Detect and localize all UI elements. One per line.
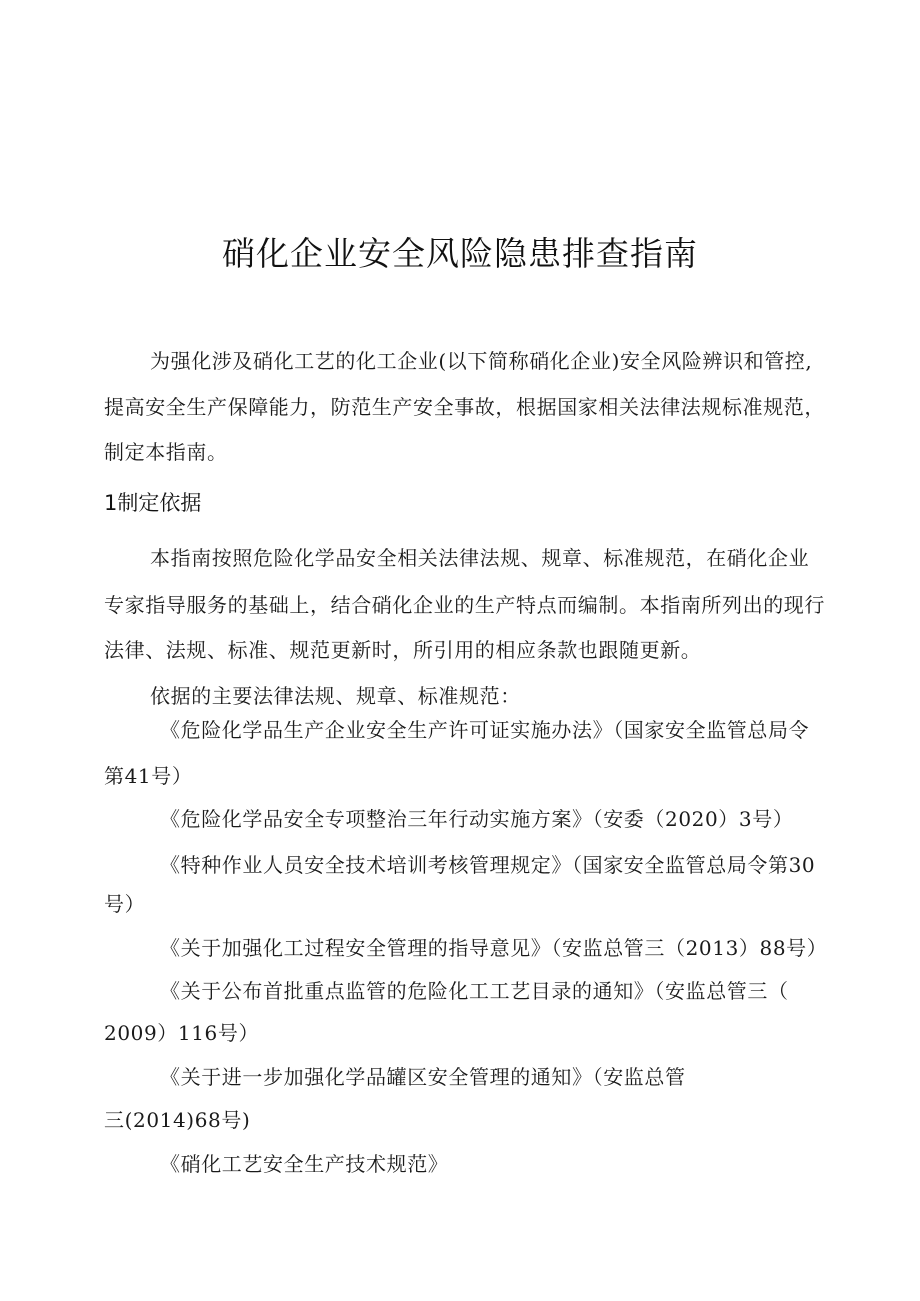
- reference-3-line-1: 《特种作业人员安全技术培训考核管理规定》（国家安全监管总局令第30: [160, 853, 816, 877]
- reference-3-line-2: 号）: [104, 892, 146, 916]
- reference-5-line-2: 2009）116号）: [104, 1021, 260, 1045]
- reference-5-line-1: 《关于公布首批重点监管的危险化工工艺目录的通知》（安监总管三（: [160, 979, 789, 1003]
- section-heading: 1制定依据: [104, 491, 202, 515]
- reference-1-line-2: 第41号）: [104, 764, 193, 788]
- intro-line-2: 提高安全生产保障能力，防范生产安全事故，根据国家相关法律法规标准规范，: [104, 395, 825, 419]
- document-title: 硝化企业安全风险隐患排查指南: [222, 234, 698, 273]
- body-line-2: 专家指导服务的基础上，结合硝化企业的生产特点而编制。本指南所列出的现行: [104, 593, 825, 617]
- body-line-1: 本指南按照危险化学品安全相关法律法规、规章、标准规范，在硝化企业: [150, 546, 810, 570]
- intro-line-3: 制定本指南。: [104, 440, 228, 464]
- reference-6-line-1: 《关于进一步加强化学品罐区安全管理的通知》（安监总管: [160, 1065, 686, 1089]
- reference-2: 《危险化学品安全专项整治三年行动实施方案》（安委（2020）3号）: [160, 807, 794, 831]
- body-line-3: 法律、法规、标准、规范更新时，所引用的相应条款也跟随更新。: [104, 638, 702, 662]
- reference-7: 《硝化工艺安全生产技术规范》: [160, 1152, 449, 1176]
- reference-6-line-2: 三(2014)68号): [104, 1108, 251, 1132]
- basis-intro: 依据的主要法律法规、规章、标准规范：: [150, 684, 521, 708]
- reference-1-line-1: 《危险化学品生产企业安全生产许可证实施办法》（国家安全监管总局令: [160, 718, 810, 742]
- intro-line-1: 为强化涉及硝化工艺的化工企业(以下简称硝化企业)安全风险辨识和管控,: [150, 349, 813, 373]
- reference-4: 《关于加强化工过程安全管理的指导意见》（安监总管三（2013）88号）: [160, 936, 828, 960]
